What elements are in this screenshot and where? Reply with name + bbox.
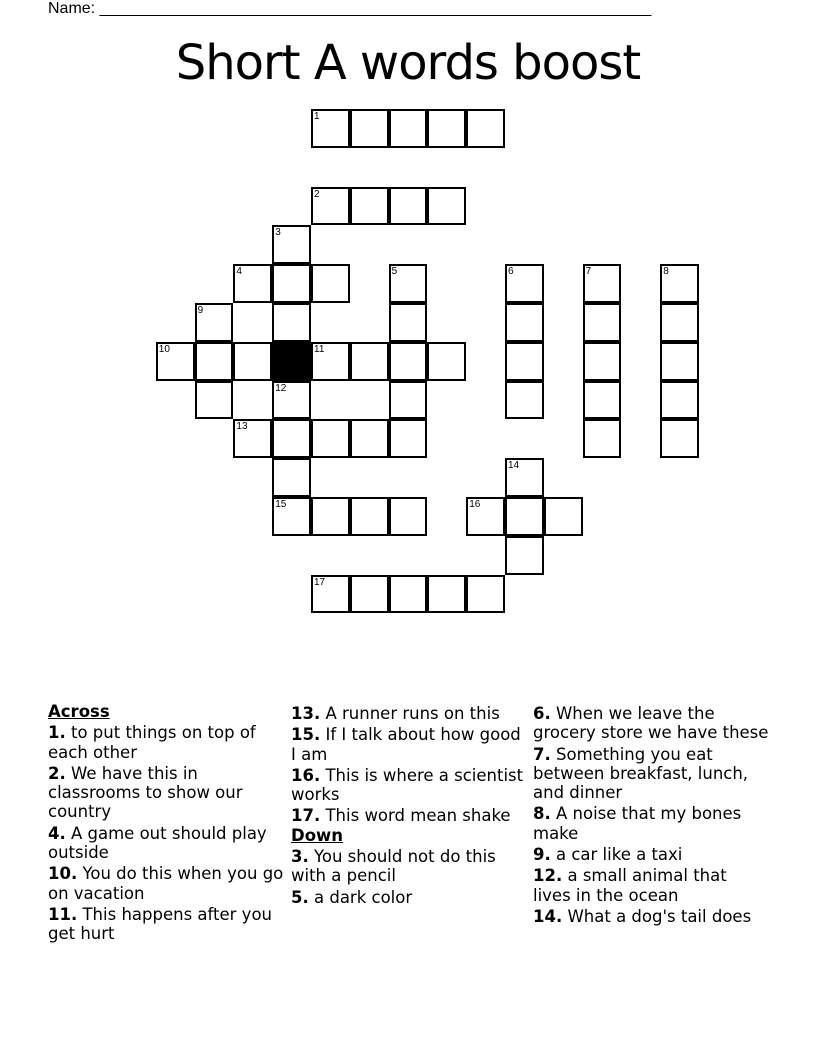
clue-number: 16 xyxy=(469,499,481,510)
grid-cell[interactable] xyxy=(505,497,544,536)
clue-item-number: 6. xyxy=(533,704,551,723)
grid-cell[interactable] xyxy=(660,419,699,458)
clue-number: 12 xyxy=(275,382,287,394)
grid-cell[interactable] xyxy=(311,264,350,303)
clue-item xyxy=(291,725,527,764)
grid-cell[interactable] xyxy=(660,303,699,342)
clue-item-number: 11. xyxy=(48,904,78,924)
grid-cell[interactable] xyxy=(505,303,544,342)
grid-cell[interactable] xyxy=(272,264,311,303)
clue-item-text: to put things on top of each other xyxy=(48,723,256,762)
grid-cell[interactable] xyxy=(311,575,350,614)
grid-cell[interactable] xyxy=(311,342,350,381)
grid-cell[interactable] xyxy=(389,419,428,458)
grid-cell[interactable] xyxy=(505,381,544,420)
grid-cell[interactable] xyxy=(427,575,466,614)
clue-item-text: If I talk about how good I am xyxy=(291,725,521,764)
clue-item-text: A game out should play outside xyxy=(48,823,267,863)
grid-cell[interactable] xyxy=(427,109,466,148)
grid-cell[interactable] xyxy=(311,187,350,226)
clue-number: 7 xyxy=(585,266,592,278)
grid-cell[interactable] xyxy=(660,264,699,303)
grid-cell[interactable] xyxy=(505,458,544,497)
grid-cell[interactable] xyxy=(583,419,622,458)
grid-cell[interactable] xyxy=(350,109,389,148)
grid-cell[interactable] xyxy=(583,264,622,303)
grid-cell[interactable] xyxy=(466,109,505,148)
grid-cell[interactable] xyxy=(389,342,428,381)
clue-number: 11 xyxy=(314,343,325,355)
clue-item-number: 1. xyxy=(48,723,66,743)
grid-cell[interactable] xyxy=(272,419,311,458)
grid-cell[interactable] xyxy=(389,303,428,342)
clue-item-number: 4. xyxy=(48,823,66,843)
clue-item-text: a car like a taxi xyxy=(550,845,683,865)
grid-cell[interactable] xyxy=(583,303,622,342)
grid-cell[interactable] xyxy=(505,264,544,303)
clue-number: 5 xyxy=(391,266,398,278)
clue-item-number: 2. xyxy=(48,763,66,783)
clue-item-number: 12. xyxy=(533,866,563,886)
clue-item-text: A runner runs on this xyxy=(320,704,500,723)
clue-item-text: You do this when you go on vacation xyxy=(48,864,284,903)
clue-item-text: We have this in classrooms to show our country xyxy=(48,763,243,822)
clue-item xyxy=(291,704,527,723)
clue-number: 8 xyxy=(663,266,669,278)
clue-item-text: a small animal that lives in the ocean xyxy=(533,866,727,905)
clue-item xyxy=(48,905,284,944)
clue-column-3 xyxy=(533,702,769,926)
clue-number: 14 xyxy=(508,460,520,472)
clue-item xyxy=(291,806,527,825)
grid-cell[interactable] xyxy=(389,264,428,303)
clue-number: 2 xyxy=(314,188,320,200)
clue-item xyxy=(48,764,284,822)
clue-item-text: This happens after you get hurt xyxy=(48,904,273,944)
grid-cell[interactable] xyxy=(350,575,389,614)
clue-item-number: 13. xyxy=(291,704,321,723)
grid-cell[interactable] xyxy=(466,575,505,614)
grid-cell[interactable] xyxy=(195,381,234,420)
clue-item-text: What a dog's tail does xyxy=(562,906,752,926)
grid-cell[interactable] xyxy=(272,303,311,342)
grid-cell[interactable] xyxy=(505,536,544,575)
grid-cell[interactable] xyxy=(427,342,466,381)
grid-cell-black xyxy=(272,342,311,381)
clue-item-number: 7. xyxy=(533,744,551,764)
grid-cell[interactable] xyxy=(311,109,350,148)
clue-number: 6 xyxy=(508,266,514,278)
grid-cell[interactable] xyxy=(233,419,272,458)
clue-item xyxy=(48,824,284,863)
grid-cell[interactable] xyxy=(427,187,466,226)
clue-item-number: 10. xyxy=(48,864,78,884)
name-label: Name: xyxy=(48,0,100,17)
clue-number: 13 xyxy=(236,421,248,433)
clue-item-text: This is where a scientist works xyxy=(291,765,524,805)
clue-item xyxy=(48,864,284,903)
clue-item-number: 8. xyxy=(533,804,551,824)
grid-cell[interactable] xyxy=(233,264,272,303)
grid-cell[interactable] xyxy=(350,187,389,226)
clue-number: 10 xyxy=(158,343,170,355)
clue-item-text: When we leave the grocery store we have these xyxy=(533,704,769,743)
page-title: Short A words boost xyxy=(175,35,641,91)
grid-cell[interactable] xyxy=(389,187,428,226)
clue-item-number: 14. xyxy=(533,906,563,926)
grid-cell[interactable] xyxy=(389,575,428,614)
clue-item-text: A noise that my bones make xyxy=(533,804,742,843)
grid-cell[interactable] xyxy=(583,342,622,381)
clue-number: 15 xyxy=(275,499,287,510)
clue-item xyxy=(533,866,769,905)
clue-item xyxy=(291,766,527,805)
name-field[interactable] xyxy=(48,0,748,20)
clue-item-number: 16. xyxy=(291,765,321,785)
clue-item-number: 9. xyxy=(533,845,551,865)
grid-cell[interactable] xyxy=(350,419,389,458)
grid-cell[interactable] xyxy=(389,381,428,420)
grid-cell[interactable] xyxy=(195,342,234,381)
grid-cell[interactable] xyxy=(272,381,311,420)
clue-item xyxy=(291,888,527,907)
clue-number: 1 xyxy=(314,111,320,122)
grid-cell[interactable] xyxy=(233,342,272,381)
grid-cell[interactable] xyxy=(660,342,699,381)
clue-heading-down: Down xyxy=(291,825,344,845)
clue-item-number: 5. xyxy=(291,887,309,907)
clue-item xyxy=(291,847,527,886)
clue-item-number: 3. xyxy=(291,847,309,867)
grid-cell[interactable] xyxy=(583,381,622,420)
clue-column-1 xyxy=(48,702,284,944)
clue-item xyxy=(533,745,769,803)
clue-number: 17 xyxy=(314,576,326,588)
clue-number: 3 xyxy=(275,227,281,239)
clue-item-number: 17. xyxy=(291,806,321,826)
grid-cell[interactable] xyxy=(272,458,311,497)
clue-item xyxy=(533,804,769,843)
grid-cell[interactable] xyxy=(466,497,505,536)
grid-cell[interactable] xyxy=(389,109,428,148)
clue-item xyxy=(533,704,769,743)
clue-item-text: a dark color xyxy=(308,887,413,907)
grid-cell[interactable] xyxy=(272,225,311,264)
clue-item-text: Something you eat between breakfast, lunch, and dinner xyxy=(533,744,749,803)
clue-item xyxy=(533,907,769,926)
clue-item xyxy=(48,723,284,762)
name-blank[interactable]: ______________________________________________________________ xyxy=(99,0,652,17)
grid-cell[interactable] xyxy=(389,497,428,536)
grid-cell[interactable] xyxy=(272,497,311,536)
clue-item xyxy=(533,845,769,864)
grid-cell[interactable] xyxy=(195,303,234,342)
grid-cell[interactable] xyxy=(311,419,350,458)
grid-cell[interactable] xyxy=(505,342,544,381)
clue-number: 9 xyxy=(197,305,204,316)
grid-cell[interactable] xyxy=(544,497,583,536)
grid-cell[interactable] xyxy=(350,497,389,536)
clue-number: 4 xyxy=(236,266,242,278)
clue-heading-across: Across xyxy=(48,702,110,721)
clue-column-2 xyxy=(291,702,527,907)
clue-item-text: You should not do this with a pencil xyxy=(291,847,496,886)
grid-cell[interactable] xyxy=(311,497,350,536)
grid-cell[interactable] xyxy=(350,342,389,381)
grid-cell[interactable] xyxy=(156,342,195,381)
clue-item-text: This word mean shake xyxy=(320,806,511,826)
clue-item-number: 15. xyxy=(291,725,321,745)
grid-cell[interactable] xyxy=(660,381,699,420)
